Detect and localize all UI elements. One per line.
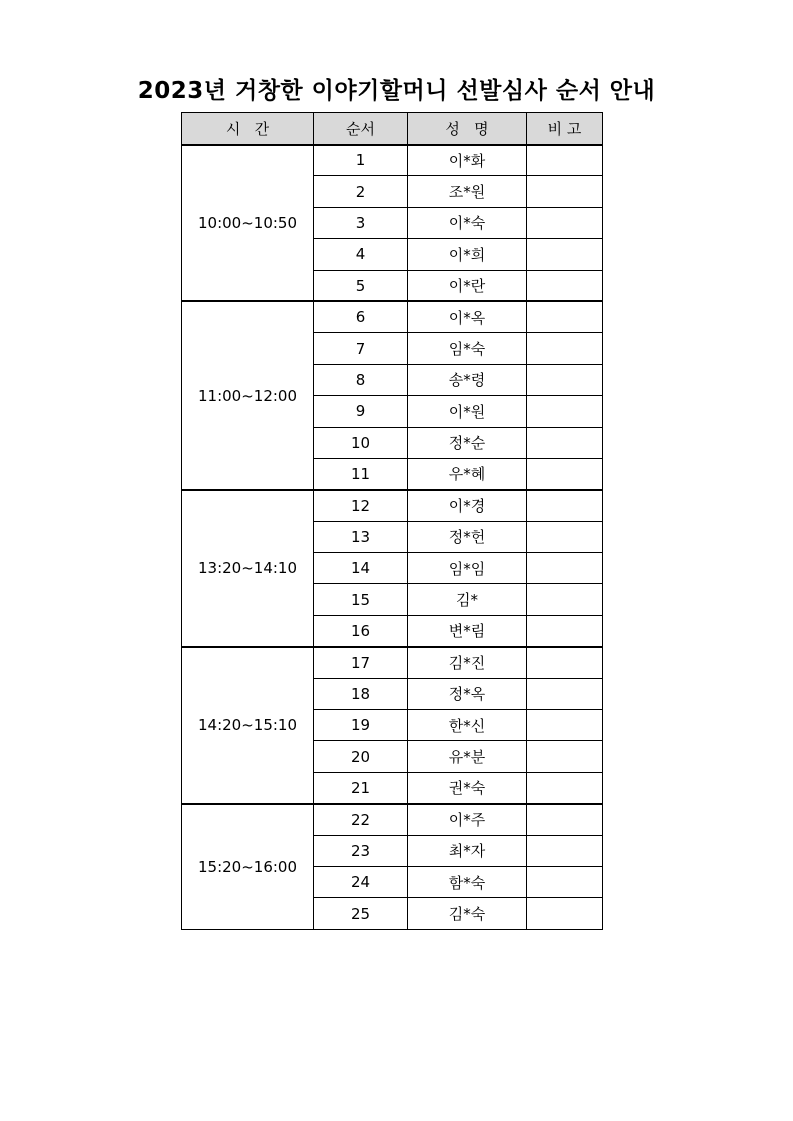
- note-cell: [527, 866, 603, 897]
- name-cell: 임*숙: [408, 333, 527, 364]
- order-cell: 6: [314, 301, 408, 332]
- note-cell: [527, 301, 603, 332]
- table-row: [182, 647, 603, 678]
- name-cell: 조*원: [408, 176, 527, 207]
- name-cell: 한*신: [408, 710, 527, 741]
- name-cell: 정*헌: [408, 521, 527, 552]
- order-cell: 7: [314, 333, 408, 364]
- name-cell: 이*화: [408, 145, 527, 176]
- order-cell: 25: [314, 898, 408, 929]
- name-cell: 우*혜: [408, 458, 527, 489]
- note-cell: [527, 898, 603, 929]
- order-cell: 10: [314, 427, 408, 458]
- header-time: 시 간: [182, 113, 314, 145]
- order-cell: 22: [314, 804, 408, 835]
- name-cell: 정*옥: [408, 678, 527, 709]
- time-slot-group: [182, 301, 603, 489]
- note-cell: [527, 804, 603, 835]
- name-cell: 김*진: [408, 647, 527, 678]
- order-cell: 20: [314, 741, 408, 772]
- table-row: [182, 490, 603, 521]
- name-cell: 유*분: [408, 741, 527, 772]
- name-cell: 변*림: [408, 615, 527, 646]
- order-cell: 19: [314, 710, 408, 741]
- order-cell: 18: [314, 678, 408, 709]
- name-cell: 이*경: [408, 490, 527, 521]
- note-cell: [527, 270, 603, 301]
- note-cell: [527, 835, 603, 866]
- note-cell: [527, 207, 603, 238]
- name-cell: 이*란: [408, 270, 527, 301]
- order-cell: 5: [314, 270, 408, 301]
- name-cell: 이*옥: [408, 301, 527, 332]
- header-note: 비 고: [527, 113, 603, 145]
- note-cell: [527, 584, 603, 615]
- name-cell: 함*숙: [408, 866, 527, 897]
- order-cell: 4: [314, 239, 408, 270]
- order-cell: 9: [314, 396, 408, 427]
- page-title: 2023년 거창한 이야기할머니 선발심사 순서 안내: [137, 78, 656, 104]
- name-cell: 김*: [408, 584, 527, 615]
- order-cell: 15: [314, 584, 408, 615]
- note-cell: [527, 490, 603, 521]
- note-cell: [527, 710, 603, 741]
- order-cell: 8: [314, 364, 408, 395]
- header-name: 성 명: [408, 113, 527, 145]
- name-cell: 이*숙: [408, 207, 527, 238]
- time-slot-cell: 11:00~12:00: [182, 301, 314, 489]
- note-cell: [527, 458, 603, 489]
- name-cell: 송*령: [408, 364, 527, 395]
- header-order: 순서: [314, 113, 408, 145]
- time-slot-cell: 15:20~16:00: [182, 804, 314, 930]
- note-cell: [527, 521, 603, 552]
- note-cell: [527, 427, 603, 458]
- time-slot-group: [182, 804, 603, 930]
- order-cell: 12: [314, 490, 408, 521]
- table-row: [182, 804, 603, 835]
- note-cell: [527, 553, 603, 584]
- name-cell: 임*임: [408, 553, 527, 584]
- note-cell: [527, 176, 603, 207]
- time-slot-cell: 14:20~15:10: [182, 647, 314, 804]
- order-cell: 24: [314, 866, 408, 897]
- table-row: [182, 301, 603, 332]
- note-cell: [527, 239, 603, 270]
- time-slot-group: [182, 647, 603, 804]
- header-row: [182, 113, 603, 145]
- time-slot-group: [182, 490, 603, 647]
- order-cell: 3: [314, 207, 408, 238]
- name-cell: 이*희: [408, 239, 527, 270]
- note-cell: [527, 615, 603, 646]
- order-cell: 1: [314, 145, 408, 176]
- order-cell: 11: [314, 458, 408, 489]
- time-slot-cell: 10:00~10:50: [182, 145, 314, 302]
- note-cell: [527, 145, 603, 176]
- name-cell: 최*자: [408, 835, 527, 866]
- note-cell: [527, 772, 603, 803]
- time-slot-cell: 13:20~14:10: [182, 490, 314, 647]
- name-cell: 김*숙: [408, 898, 527, 929]
- time-slot-group: [182, 145, 603, 302]
- note-cell: [527, 647, 603, 678]
- note-cell: [527, 741, 603, 772]
- name-cell: 정*순: [408, 427, 527, 458]
- order-cell: 16: [314, 615, 408, 646]
- note-cell: [527, 678, 603, 709]
- order-cell: 21: [314, 772, 408, 803]
- order-cell: 23: [314, 835, 408, 866]
- name-cell: 권*숙: [408, 772, 527, 803]
- name-cell: 이*원: [408, 396, 527, 427]
- order-cell: 13: [314, 521, 408, 552]
- note-cell: [527, 333, 603, 364]
- table-row: [182, 145, 603, 176]
- name-cell: 이*주: [408, 804, 527, 835]
- note-cell: [527, 364, 603, 395]
- note-cell: [527, 396, 603, 427]
- order-cell: 14: [314, 553, 408, 584]
- order-cell: 2: [314, 176, 408, 207]
- schedule-table: [181, 112, 603, 930]
- table-header: [182, 113, 603, 145]
- order-cell: 17: [314, 647, 408, 678]
